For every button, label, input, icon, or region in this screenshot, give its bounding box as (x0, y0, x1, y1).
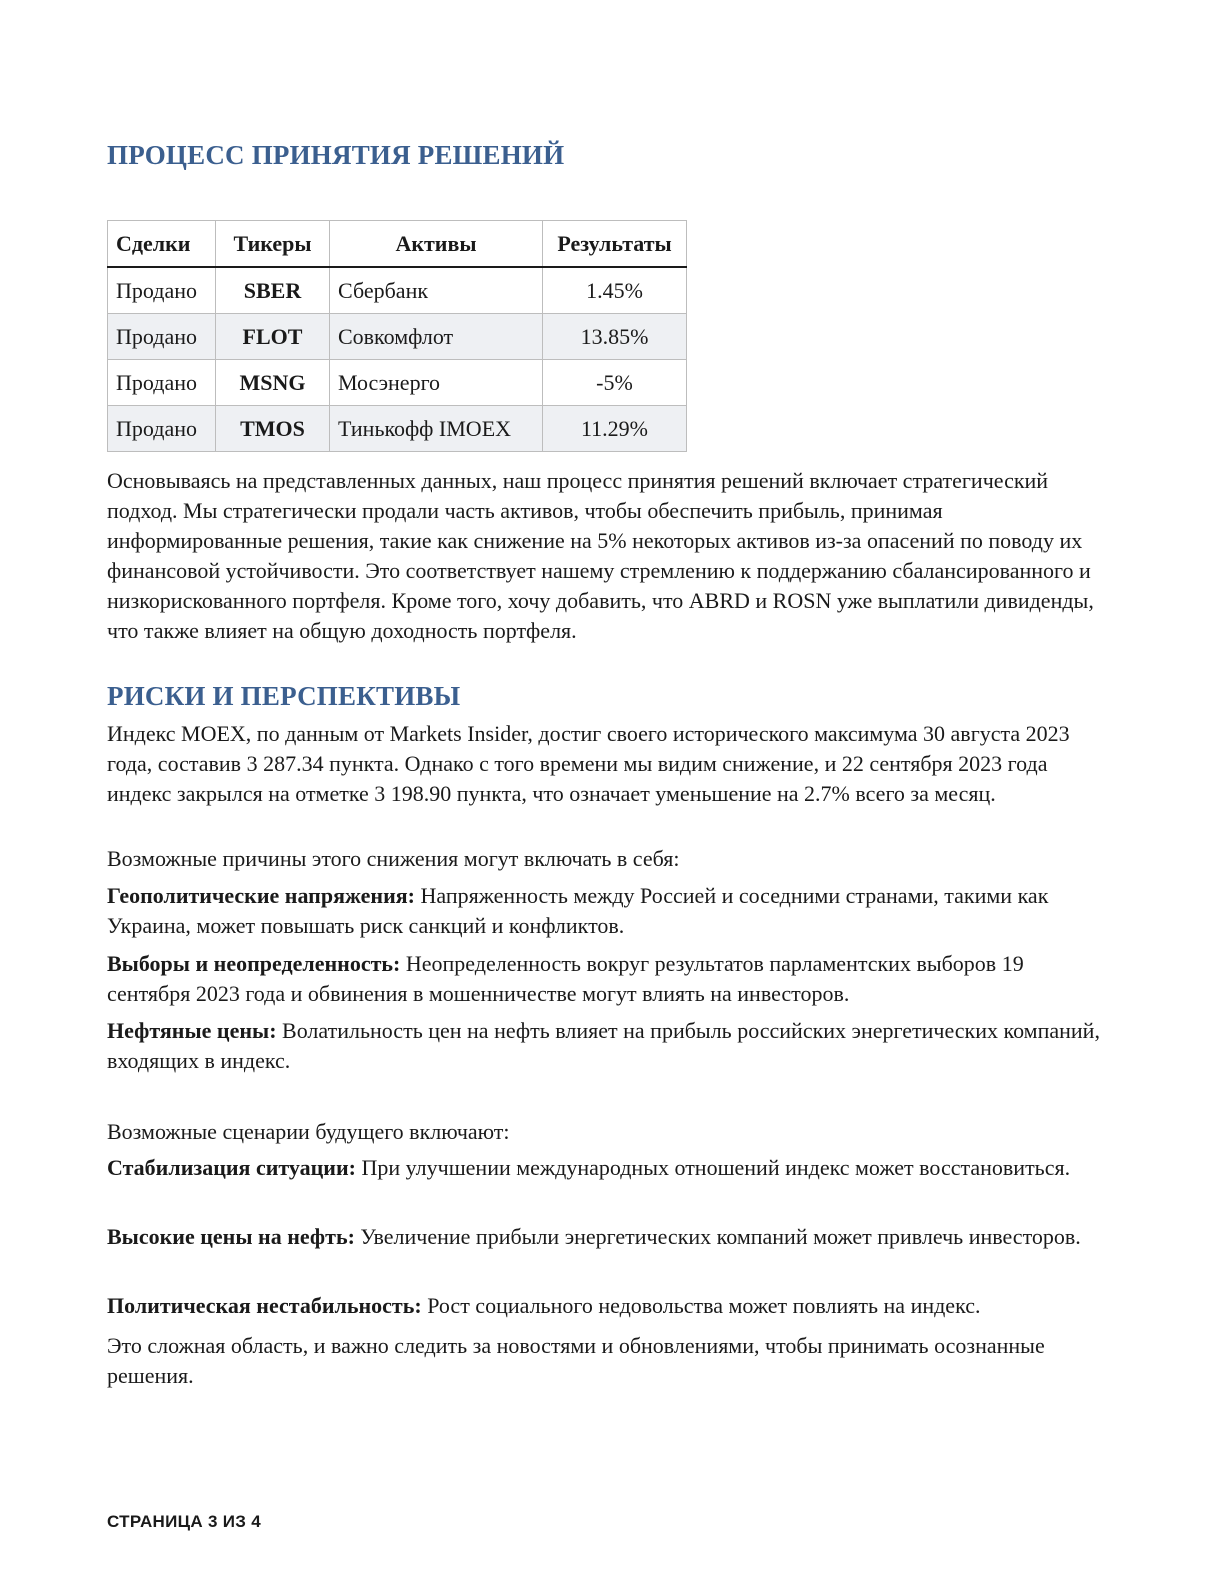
cell-result: 11.29% (543, 406, 687, 452)
scenario-paragraph (107, 1222, 1107, 1252)
table-row (108, 406, 687, 452)
cause-text: Напряженность между Россией и соседними странами, такими как Украина, может повышать риск санкций и конфликтов. (107, 883, 1049, 938)
causes-intro-block (107, 844, 1107, 874)
column-header-tickers: Тикеры (216, 221, 330, 268)
column-header-assets: Активы (330, 221, 543, 268)
cell-deal: Продано (108, 314, 216, 360)
scenario-item (107, 1291, 1107, 1321)
scenario-text: Рост социального недовольства может повлиять на индекс. (421, 1293, 981, 1318)
causes-intro: Возможные причины этого снижения могут включать в себя: (107, 846, 680, 871)
page-number-label: СТРАНИЦА 3 ИЗ 4 (107, 1512, 261, 1531)
cell-deal: Продано (108, 267, 216, 314)
decisions-paragraph: Основываясь на представленных данных, наш процесс принятия решений включает стратегический подход. Мы стратегически продали часть активов, чтобы обеспечить прибыль, принимая информированные решения, такие как снижение на 5% некоторых активов из-за опасений по поводу их финансовой устойчивости. Это соответствует нашему стремлению к поддержанию сбалансированного и низкорискованного портфеля. Кроме того, хочу добавить, что ABRD и ROSN уже выплатили дивиденды, что также влияет на общую доходность портфеля. (107, 468, 1094, 643)
table-row (108, 360, 687, 406)
cause-item (107, 949, 1107, 1009)
scenario-item (107, 1222, 1107, 1252)
risks-intro-paragraph: Индекс MOEX, по данным от Markets Insider, достиг своего исторического максимума 30 августа 2023 года, составив 3 287.34 пункта. Однако с того времени мы видим снижение, и 22 сентября 2023 года индекс закрылся на отметке 3 198.90 пункта, что означает уменьшение на 2.7% всего за месяц. (107, 721, 1070, 806)
cell-ticker: FLOT (216, 314, 330, 360)
trades-table (107, 220, 687, 452)
cause-paragraph (107, 1016, 1107, 1076)
cause-item (107, 881, 1107, 941)
scenario-paragraph (107, 1291, 1107, 1321)
cell-asset: Тинькофф IMOEX (330, 406, 543, 452)
cell-asset: Совкомфлот (330, 314, 543, 360)
cell-ticker: TMOS (216, 406, 330, 452)
cause-paragraph (107, 949, 1107, 1009)
section-title-decisions: ПРОЦЕСС ПРИНЯТИЯ РЕШЕНИЙ (107, 140, 565, 170)
cell-result: 13.85% (543, 314, 687, 360)
risks-intro-block (107, 719, 1107, 809)
scenario-term: Стабилизация ситуации: (107, 1155, 356, 1180)
cell-ticker: SBER (216, 267, 330, 314)
scenario-text: Увеличение прибыли энергетических компаний может привлечь инвесторов. (354, 1224, 1081, 1249)
cause-term: Геополитические напряжения: (107, 883, 415, 908)
cause-term: Нефтяные цены: (107, 1018, 277, 1043)
scenario-paragraph (107, 1153, 1107, 1183)
cell-result: 1.45% (543, 267, 687, 314)
cause-paragraph (107, 881, 1107, 941)
scenario-term: Высокие цены на нефть: (107, 1224, 355, 1249)
conclusion-paragraph: Это сложная область, и важно следить за новостями и обновлениями, чтобы принимать осознанные решения. (107, 1333, 1045, 1388)
decisions-paragraph-block (107, 466, 1107, 646)
scenarios-intro: Возможные сценарии будущего включают: (107, 1119, 510, 1144)
scenario-item (107, 1153, 1107, 1183)
cause-text: Неопределенность вокруг результатов парламентских выборов 19 сентября 2023 года и обвинения в мошенничестве могут влиять на инвесторов. (107, 951, 1024, 1006)
cell-deal: Продано (108, 360, 216, 406)
cell-deal: Продано (108, 406, 216, 452)
cell-result: -5% (543, 360, 687, 406)
cause-term: Выборы и неопределенность: (107, 951, 401, 976)
cell-ticker: MSNG (216, 360, 330, 406)
conclusion-block (107, 1331, 1107, 1391)
cell-asset: Сбербанк (330, 267, 543, 314)
cause-item (107, 1016, 1107, 1076)
table-row (108, 314, 687, 360)
scenario-term: Политическая нестабильность: (107, 1293, 422, 1318)
section-title-risks: РИСКИ И ПЕРСПЕКТИВЫ (107, 681, 461, 711)
table-row (108, 267, 687, 314)
scenarios-intro-block (107, 1117, 1107, 1147)
column-header-results: Результаты (543, 221, 687, 268)
cell-asset: Мосэнерго (330, 360, 543, 406)
scenario-text: При улучшении международных отношений индекс может восстановиться. (355, 1155, 1071, 1180)
table-header-row (108, 221, 687, 268)
column-header-deals: Сделки (108, 221, 216, 268)
cause-text: Волатильность цен на нефть влияет на прибыль российских энергетических компаний, входящих в индекс. (107, 1018, 1100, 1073)
